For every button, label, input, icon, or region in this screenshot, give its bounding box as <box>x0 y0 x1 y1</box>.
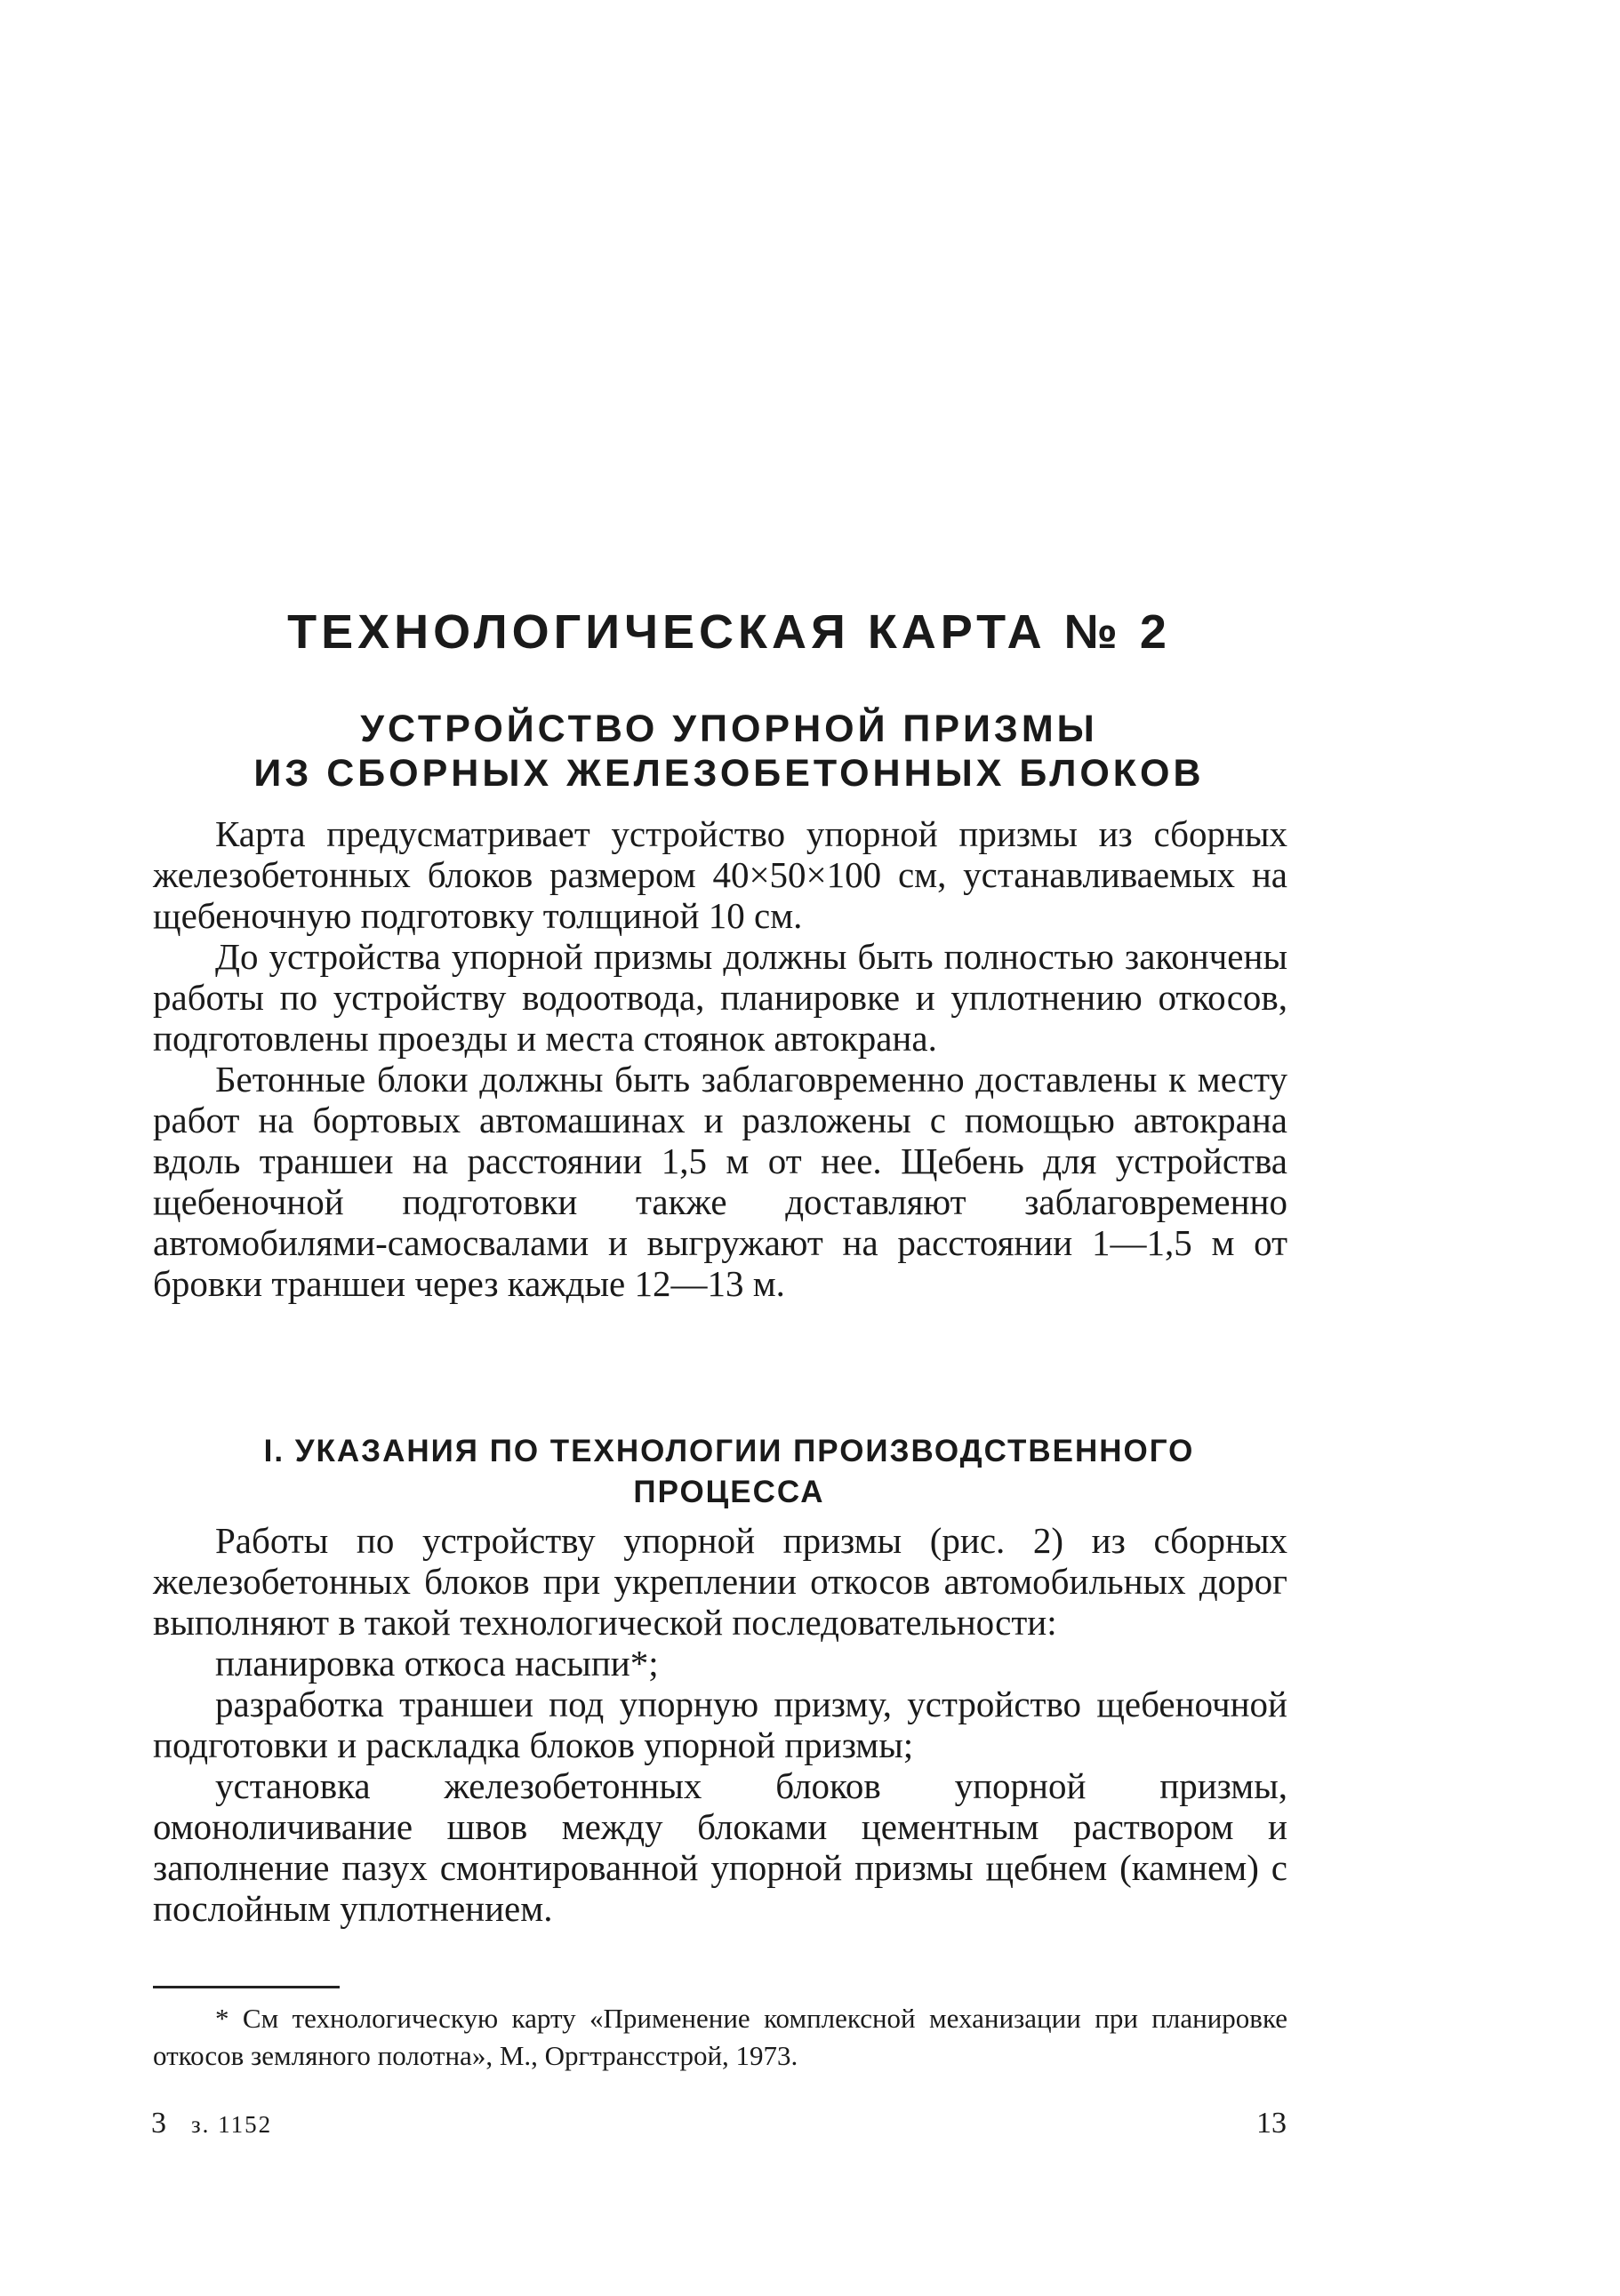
printer-signature <box>151 2107 272 2140</box>
intro-paragraph-2: До устройства упорной призмы должны быть полностью закончены работы по устройству водоотвода, планировке и уплотнению откосов, подготовлены проезды и места стоянок автокрана. <box>153 936 1287 1059</box>
footnote <box>153 2000 1287 2075</box>
footnote-divider <box>153 1986 340 1988</box>
section-paragraph-1: Работы по устройству упорной призмы (рис. 2) из сборных железобетонных блоков при укреплении откосов автомобильных дорог выполняют в такой технологической последовательности: <box>153 1520 1287 1643</box>
list-item-3: установка железобетонных блоков упорной призмы, омоноличивание швов между блоками цементным раствором и заполнение пазух смонтированной упорной призмы щебнем (камнем) с послойным уплотнением. <box>153 1765 1287 1929</box>
subtitle-line-1: УСТРОЙСТВО УПОРНОЙ ПРИЗМЫ <box>360 708 1098 750</box>
page-title: ТЕХНОЛОГИЧЕСКАЯ КАРТА № 2 <box>287 605 1171 659</box>
page-number: 13 <box>1256 2107 1287 2140</box>
signature-code: з. 1152 <box>191 2111 273 2138</box>
intro-paragraph-1: Карта предусматривает устройство упорной призмы из сборных железобетонных блоков размером 40×50×100 см, устанавливаемых на щебеночную подготовку толщиной 10 см. <box>153 813 1287 936</box>
subtitle-line-2: ИЗ СБОРНЫХ ЖЕЛЕЗОБЕТОННЫХ БЛОКОВ <box>253 752 1205 795</box>
intro-paragraph-3: Бетонные блоки должны быть заблаговременно доставлены к месту работ на бортовых автомашинах и разложены с помощью автокрана вдоль траншеи на расстоянии 1,5 м от нее. Щебень для устройства щебеночной подготовки также доставляют заблаговременно автомобилями-самосвалами и выгружают на расстоянии 1—1,5 м от бровки траншеи через каждые 12—13 м. <box>153 1059 1287 1304</box>
footnote-text: * См технологическую карту «Применение комплексной механизации при планировке откосов земляного полотна», М., Оргтрансстрой, 1973. <box>153 2003 1287 2071</box>
section-heading-line-1: I. УКАЗАНИЯ ПО ТЕХНОЛОГИИ ПРОИЗВОДСТВЕННОГО <box>263 1434 1195 1468</box>
intro-text <box>153 813 1287 1304</box>
section-body <box>153 1520 1287 1929</box>
signature-number: 3 <box>151 2107 166 2140</box>
list-item-2: разработка траншеи под упорную призму, устройство щебеночной подготовки и раскладка блоков упорной призмы; <box>153 1684 1287 1765</box>
section-heading-line-2: ПРОЦЕССА <box>633 1475 825 1509</box>
list-item-1: планировка откоса насыпи*; <box>215 1643 659 1684</box>
